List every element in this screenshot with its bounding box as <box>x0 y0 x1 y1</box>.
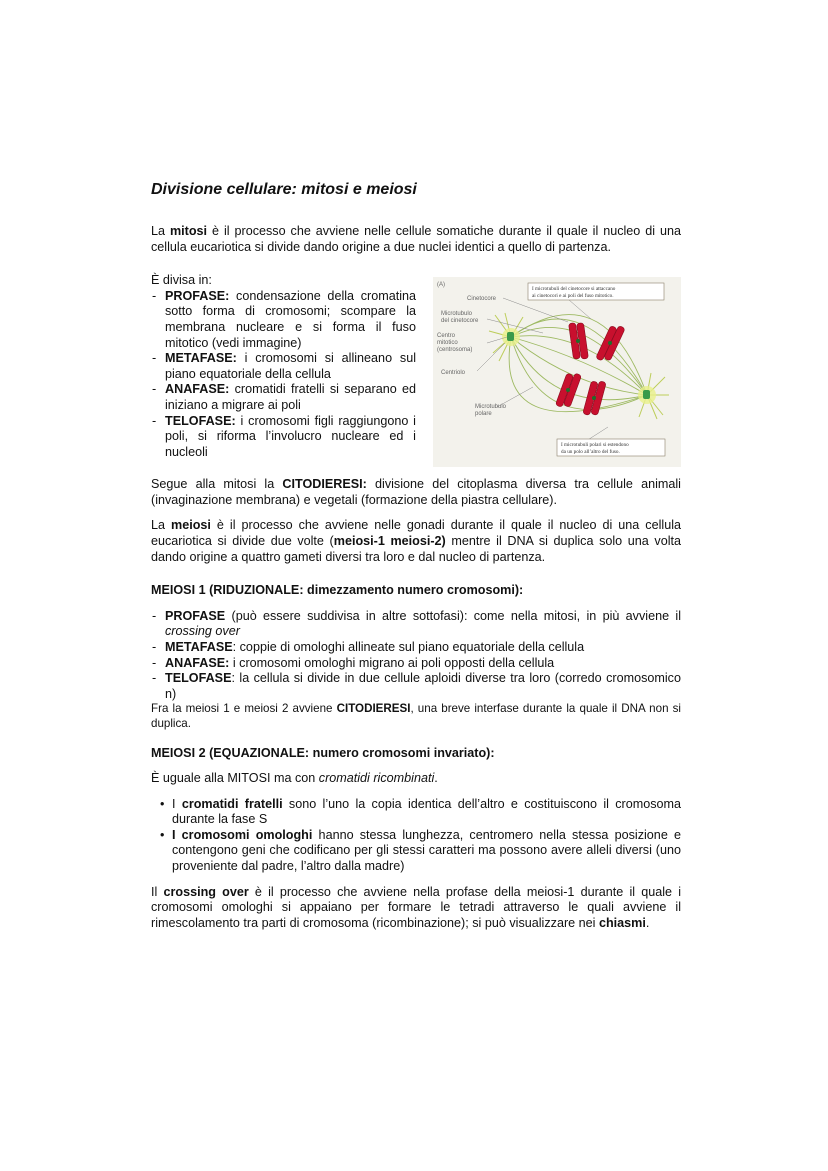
label-microtubulo-cinetocore-2: del cinetocore <box>441 318 479 325</box>
crossing-bold2: chiasmi <box>598 915 646 930</box>
intro-post: è il processo che avviene nelle cellule somatiche durante il quale il nucleo di una cellula eucariotica si divide dando origine a due nuclei identici a quello di partenza. <box>151 224 682 254</box>
fra-meiosi-paragraph <box>151 702 681 731</box>
citodieresi-bold: CITODIERESI: <box>282 477 367 492</box>
mitosi-phases-column <box>151 273 416 467</box>
phase-name: PROFASE: <box>165 288 230 303</box>
fra-bold: CITODIERESI <box>336 702 411 716</box>
label-cinetocore: Cinetocore <box>467 296 497 303</box>
intro-bold-mitosi: mitosi <box>169 224 208 238</box>
list-item <box>151 351 416 382</box>
phase-name: PROFASE <box>165 608 226 623</box>
phase-text: : la cellula si divide in due cellule aploidi diverse tra loro (corredo cromosomico n) <box>165 671 681 701</box>
crossing-mid: è il processo che avviene nella profase della meiosi-1 durante il quale i cromosomi omologhi si appaiano per formare le tetradi attraverso le quali avviene il rimescolamento tra parti di cromosoma (ricombinazione); si può visualizzare nei <box>151 884 682 930</box>
uguale-italic: cromatidi ricombinati <box>318 771 435 786</box>
list-item <box>151 671 681 702</box>
crossing-over-paragraph <box>151 885 681 932</box>
page-title: Divisione cellulare: mitosi e meiosi <box>151 181 417 198</box>
label-polare-2: polare <box>475 411 492 418</box>
meiosi1-heading: MEIOSI 1 (RIDUZIONALE: dimezzamento numero cromosomi): <box>151 583 524 598</box>
document-content <box>151 180 681 931</box>
list-item <box>151 414 416 461</box>
meiosi-intro-bold2: meiosi-1 meiosi-2) <box>333 533 446 548</box>
label-microtubulo-cinetocore-1: Microtubulo <box>441 311 473 318</box>
meiosi1-phase-list <box>151 609 681 703</box>
list-item <box>159 797 681 828</box>
intro-pre: La <box>151 224 170 238</box>
bullet-text: sono l’uno la copia identica dell’altro e costituiscono il cromosoma durante la fase S <box>172 796 682 827</box>
list-item <box>151 289 416 351</box>
box-bottom-line-2: da un polo all’altro del fuso. <box>561 449 620 456</box>
bullet-bold: I cromosomi omologhi <box>172 827 313 842</box>
phase-text: i cromosomi figli raggiungono i poli, si riforma l’involucro nucleare ed i nucleoli <box>165 413 416 459</box>
phase-name: METAFASE <box>165 639 233 654</box>
list-item <box>151 382 416 413</box>
mitosi-phase-list <box>151 289 416 461</box>
crossing-pre: Il <box>151 884 164 899</box>
box-top-line-1: I microtubuli del cinetocore si attaccano <box>532 286 616 293</box>
label-polare-1: Microtubulo <box>475 404 507 411</box>
phase-name: ANAFASE: <box>165 382 230 397</box>
phase-name: ANAFASE: <box>165 655 230 670</box>
meiosi-intro-bold: meiosi <box>171 518 211 533</box>
phase-name: TELOFASE <box>165 671 232 686</box>
spindle-illustration <box>433 277 681 467</box>
phase-text: (può essere suddivisa in altre sottofasi): come nella mitosi, in più avviene il <box>225 608 681 623</box>
uguale-post: . <box>434 771 438 786</box>
label-centro-2: mitotico <box>437 340 458 347</box>
meiosi-intro-mid: è il processo che avviene nelle gonadi durante il quale il nucleo di una cellula eucariotica si divide due volte ( <box>151 518 682 548</box>
phase-text: : coppie di omologhi allineate sul piano equatoriale della cellula <box>232 639 585 654</box>
meiosi2-uguale <box>151 771 681 787</box>
phase-text: i cromosomi si allineano sul piano equatoriale della cellula <box>165 351 416 381</box>
mitosi-section <box>151 273 681 467</box>
bullet-text: hanno stessa lunghezza, centromero nella stessa posizione e contengono geni che codificano per gli stessi caratteri ma possono avere alleli diversi (uno proveniente dal padre, l’altro dalla madre) <box>172 827 681 874</box>
label-centro-1: Centro <box>437 333 456 340</box>
phase-text: condensazione della cromatina sotto forma di cromosomi; scompare la membrana nucleare e si forma il fuso mitotico (vedi immagine) <box>165 288 416 350</box>
uguale-pre: È uguale alla MITOSI ma con <box>151 771 319 786</box>
citodieresi-pre: Segue alla mitosi la <box>151 477 283 492</box>
citodieresi-paragraph <box>151 477 681 508</box>
figure-panel-label: (A) <box>437 282 445 289</box>
box-top-line-2: ai cinetocori e ai poli del fuso mitotico. <box>532 293 614 300</box>
mitotic-spindle-figure <box>433 277 681 467</box>
list-item <box>151 656 681 672</box>
bullet-pre: I <box>172 796 182 811</box>
fra-post: , una breve interfase durante la quale il DNA non si duplica. <box>151 702 681 730</box>
list-item <box>159 828 681 875</box>
bullet-bold: cromatidi fratelli <box>181 796 283 811</box>
phase-name: METAFASE: <box>165 351 237 366</box>
fra-pre: Fra la meiosi 1 e meiosi 2 avviene <box>151 702 337 716</box>
meiosi2-heading: MEIOSI 2 (EQUAZIONALE: numero cromosomi invariato): <box>151 745 495 760</box>
phase-text: i cromosomi omologhi migrano ai poli opposti della cellula <box>229 655 555 670</box>
box-bottom-line-1: I microtubuli polari si estendono <box>561 442 629 449</box>
list-item <box>151 640 681 656</box>
phase-name: TELOFASE: <box>165 413 236 428</box>
crossing-post: . <box>645 915 650 930</box>
meiosi-intro-pre: La <box>151 518 172 533</box>
intro-paragraph <box>151 224 681 255</box>
citodieresi-post: divisione del citoplasma diversa tra cellule animali (invaginazione membrana) e vegetali (formazione della piastra cellulare). <box>151 477 681 507</box>
divisa-in-label: È divisa in: <box>151 273 212 288</box>
label-centriolo: Centriolo <box>441 370 466 377</box>
label-centro-3: (centrosoma) <box>437 347 473 354</box>
meiosi-intro-paragraph <box>151 518 681 565</box>
crossing-bold: crossing over <box>163 884 249 899</box>
list-item <box>151 609 681 640</box>
phase-italic: crossing over <box>165 624 240 639</box>
meiosi2-bullet-list <box>151 797 681 875</box>
phase-text: cromatidi fratelli si separano ed iniziano a migrare ai poli <box>165 382 416 412</box>
meiosi-intro-post: mentre il DNA si duplica solo una volta dando origine a quattro gameti diversi tra loro e dal nucleo di partenza. <box>151 533 681 564</box>
